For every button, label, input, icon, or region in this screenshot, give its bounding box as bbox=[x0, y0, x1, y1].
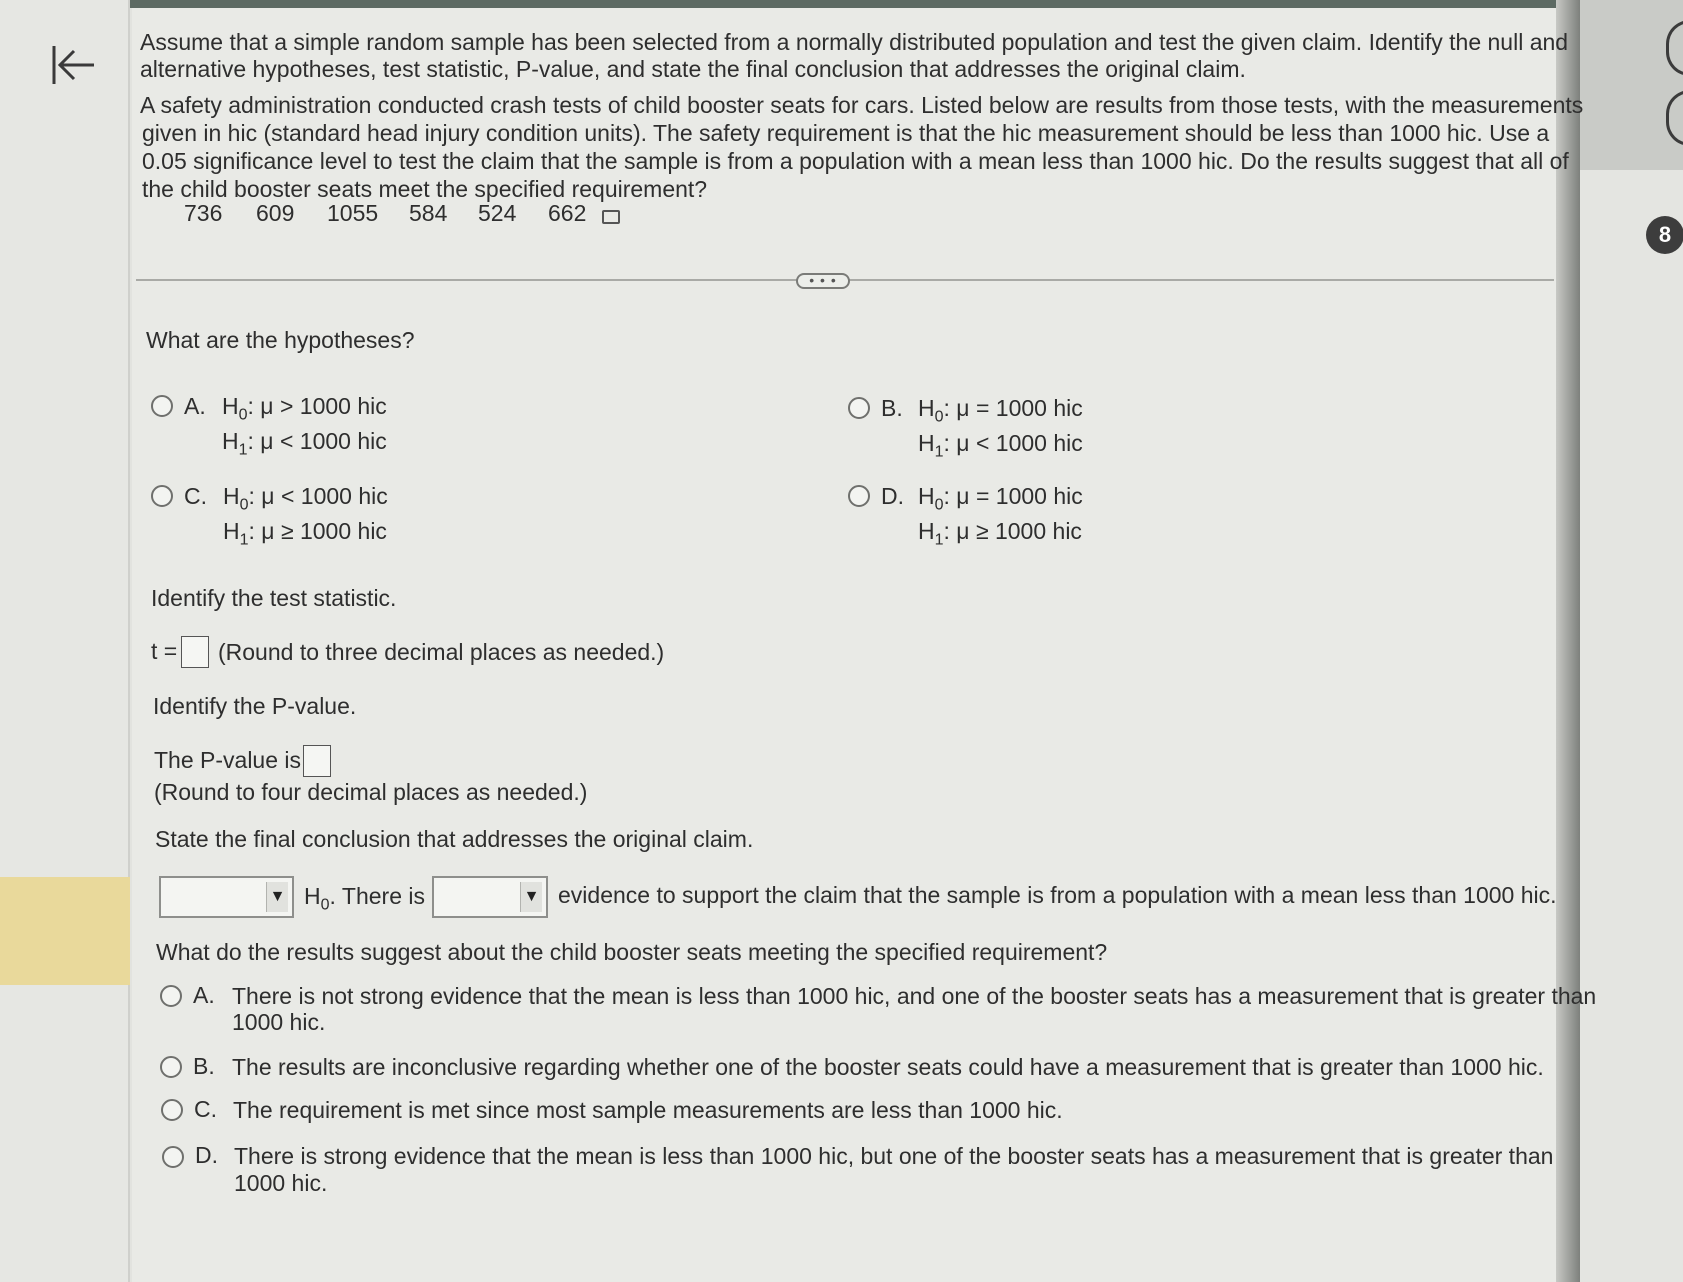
hyp-option-d-h0: $H_0$: μ = 1000 hic bbox=[918, 483, 1083, 514]
help-icon[interactable]: 8 bbox=[1646, 216, 1683, 254]
window-top-bar bbox=[0, 0, 1580, 8]
reject-decision-dropdown[interactable] bbox=[159, 876, 294, 918]
problem-text-line: A safety administration conducted crash tests of child booster seats for cars. Listed below are results from those tests, with the measurements bbox=[140, 92, 1584, 118]
rail-current-item-highlight[interactable] bbox=[0, 877, 130, 985]
intro-text-line: Assume that a simple random sample has been selected from a normally distributed population and test the given claim. Identify the null and bbox=[140, 29, 1569, 55]
problem-text-line: given in hic (standard head injury condition units). The safety requirement is that the hic measurement should be less than 1000 hic. Use a bbox=[142, 120, 1550, 146]
question-results: What do the results suggest about the child booster seats meeting the specified requirement? bbox=[156, 939, 1108, 965]
hyp-option-b-radio[interactable] bbox=[848, 397, 870, 419]
data-value: 609 bbox=[256, 200, 295, 226]
chevron-down-icon: ▼ bbox=[266, 882, 288, 912]
hyp-option-a-h0: $H_0$: μ > 1000 hic bbox=[222, 393, 387, 424]
result-option-letter: C. bbox=[194, 1096, 217, 1122]
evidence-strength-dropdown[interactable] bbox=[432, 876, 548, 918]
left-rail bbox=[0, 0, 130, 1282]
result-option-letter: D. bbox=[195, 1142, 218, 1168]
conclusion-text: evidence to support the claim that the sample is from a population with a mean less than 1000 hic. bbox=[558, 882, 1557, 908]
hyp-option-letter: D. bbox=[881, 483, 904, 509]
result-option-a-text: 1000 hic. bbox=[232, 1009, 326, 1035]
result-option-a-text: There is not strong evidence that the mean is less than 1000 hic, and one of the booster seats has a measurement that is greater than bbox=[232, 983, 1597, 1009]
hyp-option-a-h1: $H_1$: μ < 1000 hic bbox=[222, 428, 387, 459]
hyp-option-a-radio[interactable] bbox=[151, 395, 173, 417]
hyp-option-letter: A. bbox=[184, 393, 206, 419]
p-value-rounding-hint: (Round to four decimal places as needed.) bbox=[154, 779, 588, 805]
result-option-letter: B. bbox=[193, 1053, 215, 1079]
p-value-label: The P-value is bbox=[154, 747, 302, 773]
t-rounding-hint: (Round to three decimal places as needed.) bbox=[218, 639, 665, 665]
t-label: t = bbox=[151, 638, 178, 664]
problem-text-line: the child booster seats meet the specified requirement? bbox=[142, 176, 708, 202]
right-panel bbox=[1580, 0, 1683, 1282]
result-option-letter: A. bbox=[193, 982, 215, 1008]
copy-data-icon[interactable] bbox=[602, 210, 620, 224]
hyp-option-letter: B. bbox=[881, 395, 903, 421]
result-option-a-radio[interactable] bbox=[160, 985, 182, 1007]
data-value: 736 bbox=[184, 200, 223, 226]
hyp-option-d-h1: $H_1$: μ ≥ 1000 hic bbox=[918, 518, 1082, 549]
chevron-down-icon: ▼ bbox=[520, 882, 542, 912]
hyp-option-c-radio[interactable] bbox=[151, 485, 173, 507]
result-option-d-radio[interactable] bbox=[162, 1146, 184, 1168]
question-hypotheses: What are the hypotheses? bbox=[146, 327, 415, 353]
hyp-option-c-h1: $H_1$: μ ≥ 1000 hic bbox=[223, 518, 387, 549]
scroll-edge bbox=[1556, 0, 1580, 1282]
conclusion-h0-label: $H_0$. There is bbox=[304, 883, 425, 914]
t-statistic-input[interactable] bbox=[181, 636, 209, 668]
hyp-option-b-h0: $H_0$: μ = 1000 hic bbox=[918, 395, 1083, 426]
problem-text-line: 0.05 significance level to test the claim that the sample is from a population with a mean less than 1000 hic. Do the results suggest that all of bbox=[142, 148, 1569, 174]
result-option-d-text: 1000 hic. bbox=[234, 1170, 328, 1196]
more-options-button[interactable]: • • • bbox=[796, 273, 850, 289]
data-value: 662 bbox=[548, 200, 587, 226]
result-option-c-radio[interactable] bbox=[161, 1099, 183, 1121]
data-value: 584 bbox=[409, 200, 448, 226]
hyp-option-c-h0: $H_0$: μ < 1000 hic bbox=[223, 483, 388, 514]
hyp-option-letter: C. bbox=[184, 483, 207, 509]
p-value-input[interactable] bbox=[303, 745, 331, 777]
intro-text-line: alternative hypotheses, test statistic, P-value, and state the final conclusion that addresses the original claim. bbox=[140, 56, 1246, 82]
result-option-c-text: The requirement is met since most sample measurements are less than 1000 hic. bbox=[233, 1097, 1063, 1123]
result-option-d-text: There is strong evidence that the mean is less than 1000 hic, but one of the booster seats has a measurement that is greater than bbox=[234, 1143, 1554, 1169]
hyp-option-b-h1: $H_1$: μ < 1000 hic bbox=[918, 430, 1083, 461]
hyp-option-d-radio[interactable] bbox=[848, 485, 870, 507]
data-value: 1055 bbox=[327, 200, 379, 226]
question-p-value: Identify the P-value. bbox=[153, 693, 357, 719]
data-value: 524 bbox=[478, 200, 517, 226]
question-conclusion: State the final conclusion that addresses the original claim. bbox=[155, 826, 754, 852]
collapse-back-icon[interactable] bbox=[48, 40, 98, 90]
result-option-b-text: The results are inconclusive regarding whether one of the booster seats could have a measurement that is greater than 1000 hic. bbox=[232, 1054, 1544, 1080]
question-test-statistic: Identify the test statistic. bbox=[151, 585, 397, 611]
right-panel-header bbox=[1580, 0, 1683, 170]
result-option-b-radio[interactable] bbox=[160, 1056, 182, 1078]
